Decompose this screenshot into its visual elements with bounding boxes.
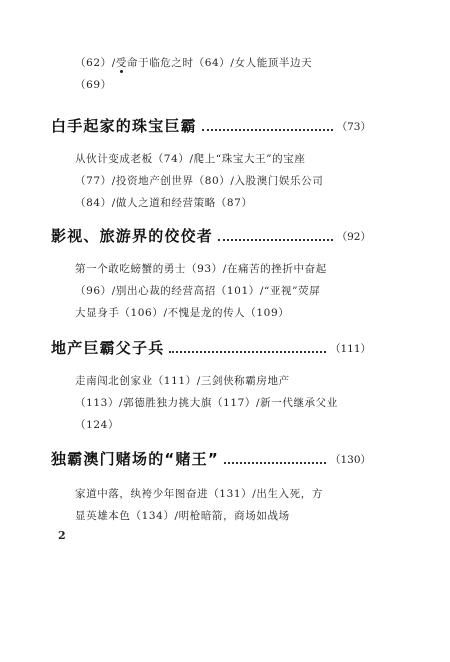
toc-subentry-line: 家道中落，纨袴少年图奋进（131）/出生入死，方 <box>75 488 323 500</box>
section-page-number: （73） <box>336 121 371 133</box>
dot-leader <box>202 129 333 131</box>
toc-subentry-line: （62）/受命于临危之时（64）/女人能顶半边天 <box>75 57 313 69</box>
section-subentries <box>75 370 365 436</box>
toc-subentry-line: （124） <box>75 419 120 431</box>
ink-speck <box>120 70 123 73</box>
section-title: 地产巨霸父子兵 <box>51 339 165 357</box>
dot-leader <box>169 351 326 353</box>
toc-subentry-line: 大显身手（106）/不愧是龙的传人（109） <box>75 307 290 319</box>
toc-subentry-line: 走南闯北创家业（111）/三剑侠称霸房地产 <box>75 375 290 387</box>
toc-section-heading <box>51 334 371 358</box>
toc-subentry-line: （96）/别出心裁的经营高招（101）/“亚视”荧屏 <box>75 285 321 297</box>
toc-subentry-line: （69） <box>75 79 112 91</box>
section-page-number: （111） <box>329 343 371 355</box>
section-title: 白手起家的珠宝巨霸 <box>51 117 197 135</box>
toc-section-heading <box>51 222 371 246</box>
toc-subentry-line: （84）/做人之道和经营策略（87） <box>75 197 253 209</box>
toc-subentry-line: （77）/投资地产创世界（80）/入股澳门娱乐公司 <box>75 175 324 187</box>
toc-subentry-line: 第一个敢吃螃蟹的勇士（93）/在痛苦的挫折中奋起 <box>75 263 327 275</box>
toc-section-heading <box>51 445 371 469</box>
section-subentries <box>75 258 365 324</box>
section-subentries <box>75 148 365 214</box>
dot-leader <box>218 239 333 241</box>
section-page-number: （92） <box>336 231 371 243</box>
toc-section-heading <box>51 112 371 136</box>
intro-continuation <box>75 52 365 96</box>
dot-leader <box>224 462 326 464</box>
section-title: 影视、旅游界的佼佼者 <box>51 227 214 245</box>
toc-subentry-line: （113）/郭德胜独力挑大旗（117）/新一代继承父业 <box>75 397 338 409</box>
section-title: 独霸澳门赌场的“赌王” <box>51 450 219 468</box>
section-subentries <box>75 483 365 527</box>
toc-subentry-line: 显英雄本色（134）/明枪暗箭，商场如战场 <box>75 510 290 522</box>
section-page-number: （130） <box>329 454 371 466</box>
page-number: 2 <box>58 529 66 542</box>
toc-subentry-line: 从伙计变成老板（74）/爬上“珠宝大王”的宝座 <box>75 153 306 165</box>
